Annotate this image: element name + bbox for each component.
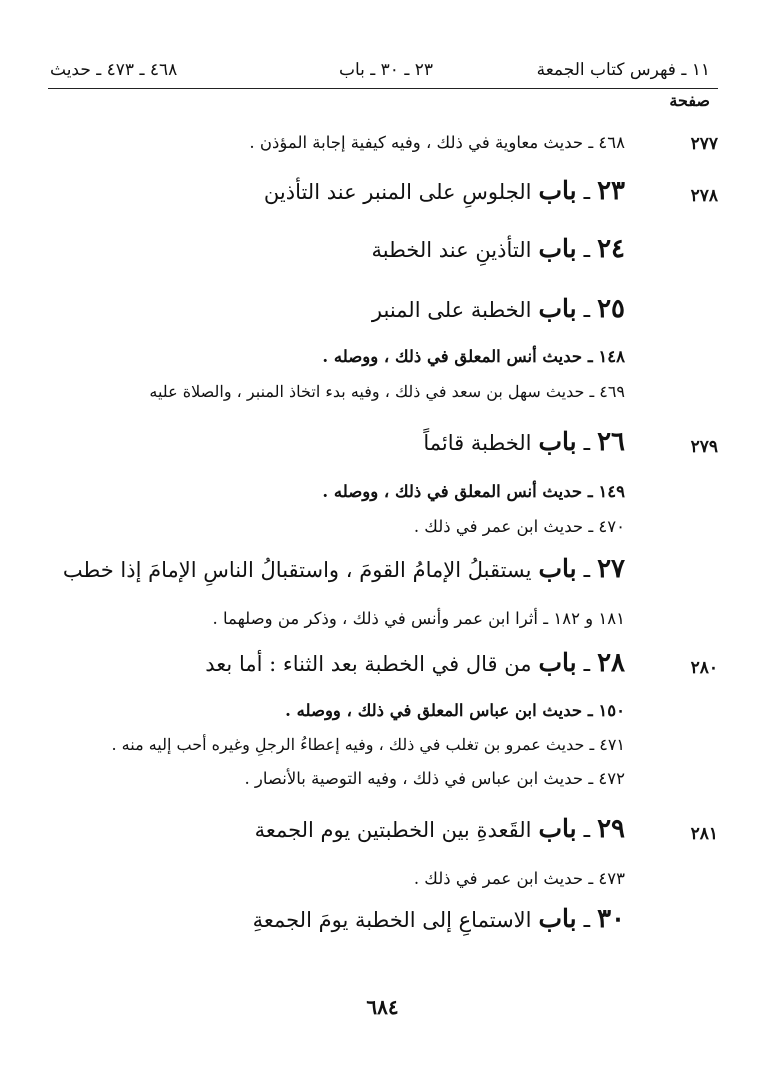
- index-entry: [40, 814, 720, 864]
- bab-keyword: باب: [538, 554, 577, 583]
- hadith-entry: ٤٧١ ـ حديث عمرو بن تغلب في ذلك ، وفيه إعطاءُ الرجلِ وغيره أحب إليه منه .: [111, 735, 625, 754]
- entry-page-number: ٢٨١: [690, 824, 718, 844]
- index-entry: [40, 377, 720, 427]
- bab-keyword: باب: [538, 234, 577, 263]
- bab-keyword: باب: [538, 814, 577, 843]
- bab-number: ٢٣: [597, 176, 625, 206]
- hadith-entry: ١٥٠ ـ حديث ابن عباس المعلق في ذلك ، ووصله .: [285, 701, 625, 720]
- bab-heading: [205, 648, 625, 678]
- index-entry: [40, 730, 720, 764]
- index-entry: [40, 764, 720, 814]
- entry-page-number: ٢٧٧: [690, 134, 718, 154]
- index-entry: [40, 477, 720, 512]
- bab-title: الخطبة على المنبر: [371, 298, 532, 322]
- bab-separator: ـ: [583, 431, 591, 456]
- hadith-entry: ٤٦٨ ـ حديث معاوية في ذلك ، وفيه كيفية إجابة المؤذن .: [249, 133, 625, 152]
- index-entry: [40, 864, 720, 904]
- bab-title: يستقبلُ الإمامُ القومَ ، واستقبالُ الناسِ الإمامَ إذا خطب: [62, 558, 532, 582]
- index-entry: [40, 554, 720, 604]
- bab-separator: ـ: [583, 180, 591, 205]
- bab-number: ٣٠: [597, 904, 625, 934]
- index-entry: [40, 696, 720, 730]
- index-entry: [40, 512, 720, 554]
- bab-title: من قال في الخطبة بعد الثناء : أما بعد: [205, 652, 532, 676]
- bab-keyword: باب: [538, 427, 577, 456]
- bab-separator: ـ: [583, 818, 591, 843]
- bab-number: ٢٤: [597, 234, 625, 264]
- bab-heading: [371, 234, 625, 264]
- bab-separator: ـ: [583, 298, 591, 323]
- entry-page-number: ٢٧٩: [690, 437, 718, 457]
- bab-separator: ـ: [583, 558, 591, 583]
- bab-title: القَعدةِ بين الخطبتين يوم الجمعة: [254, 818, 532, 842]
- bab-heading: [253, 904, 625, 934]
- hadith-entry: ١٤٨ ـ حديث أنس المعلق في ذلك ، ووصله .: [322, 347, 625, 366]
- index-entry: [40, 427, 720, 477]
- hadith-entry: ٤٦٩ ـ حديث سهل بن سعد في ذلك ، وفيه بدء اتخاذ المنبر ، والصلاة عليه: [149, 382, 625, 401]
- bab-title: التأذينِ عند الخطبة: [371, 238, 532, 262]
- bab-heading: [372, 294, 625, 324]
- hadith-entry: ٤٧٣ ـ حديث ابن عمر في ذلك .: [413, 869, 625, 888]
- index-entry: [40, 176, 720, 232]
- bab-number: ٢٦: [597, 427, 625, 457]
- index-entry: [40, 342, 720, 377]
- hadith-entry: ١٤٩ ـ حديث أنس المعلق في ذلك ، ووصله .: [322, 482, 625, 501]
- bab-separator: ـ: [583, 238, 591, 263]
- index-entry: [40, 604, 720, 648]
- bab-separator: ـ: [583, 908, 591, 933]
- index-entry: [40, 648, 720, 696]
- page-number-footer: ٦٨٤: [366, 995, 399, 1019]
- header-book-title: ١١ ـ فهرس كتاب الجمعة: [536, 60, 710, 80]
- bab-keyword: باب: [538, 294, 577, 323]
- entry-page-number: ٢٨٠: [690, 658, 718, 678]
- bab-heading: [63, 554, 625, 584]
- index-list: [40, 128, 720, 954]
- bab-number: ٢٥: [597, 294, 625, 324]
- index-entry: [40, 904, 720, 954]
- hadith-entry: ٤٧٠ ـ حديث ابن عمر في ذلك .: [413, 517, 625, 536]
- bab-title: الاستماعِ إلى الخطبة يومَ الجمعةِ: [252, 908, 532, 932]
- bab-number: ٢٩: [597, 814, 625, 844]
- hadith-entry: ٤٧٢ ـ حديث ابن عباس في ذلك ، وفيه التوصية بالأنصار .: [244, 769, 625, 788]
- page-column-label: صفحة: [669, 91, 710, 110]
- running-header: [48, 58, 718, 89]
- index-entry: [40, 232, 720, 292]
- bab-keyword: باب: [538, 176, 577, 205]
- entry-page-number: ٢٧٨: [690, 186, 718, 206]
- hadith-entry: ١٨١ و ١٨٢ ـ أثرا ابن عمر وأنس في ذلك ، وذكر من وصلهما .: [212, 609, 625, 628]
- bab-number: ٢٨: [597, 648, 625, 678]
- index-entry: [40, 128, 720, 176]
- bab-title: الخطبة قائماً: [423, 431, 532, 455]
- bab-keyword: باب: [538, 904, 577, 933]
- bab-separator: ـ: [583, 652, 591, 677]
- bab-keyword: باب: [538, 648, 577, 677]
- bab-heading: [423, 427, 625, 457]
- bab-number: ٢٧: [597, 554, 625, 584]
- header-hadith-range: ٤٦٨ ـ ٤٧٣ ـ حديث: [50, 60, 178, 80]
- bab-title: الجلوسِ على المنبر عند التأذين: [263, 180, 532, 204]
- index-entry: [40, 292, 720, 342]
- header-chapter-range: ٢٣ ـ ٣٠ ـ باب: [338, 60, 433, 80]
- bab-heading: [255, 814, 625, 844]
- bab-heading: [264, 176, 625, 206]
